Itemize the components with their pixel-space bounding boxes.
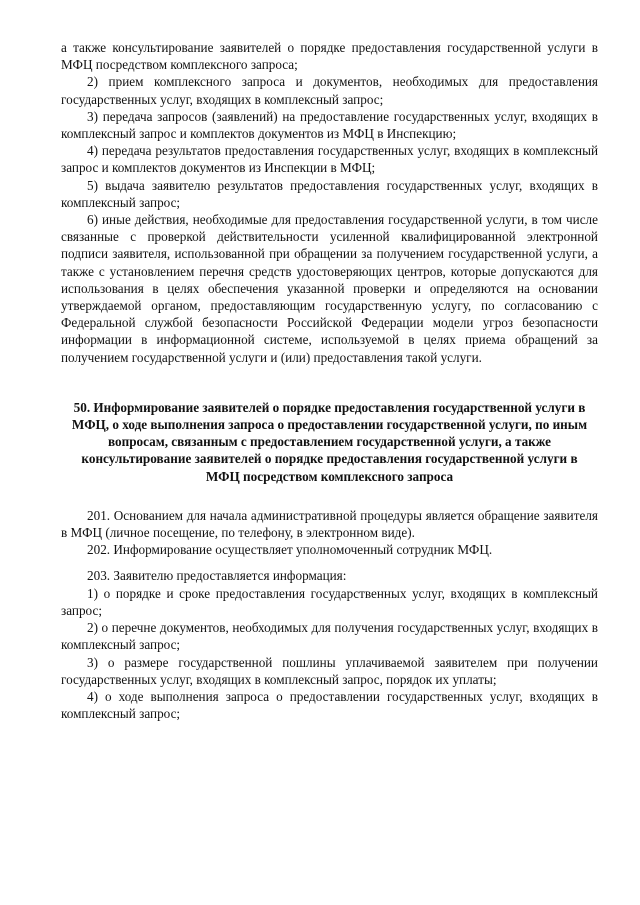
info-item-4: 4) о ходе выполнения запроса о предоставлении государственных услуг, входящих в комплексный запрос; [61, 688, 598, 722]
paragraph-item-2: 2) прием комплексного запроса и документов, необходимых для предоставления государственных услуг, входящих в комплексный запрос; [61, 74, 598, 107]
paragraph-continuation: а также консультирование заявителей о порядке предоставления государственной услуги в МФЦ посредством комплексного запроса; [61, 40, 598, 73]
info-paragraph-block [61, 567, 598, 722]
info-item-1: 1) о порядке и сроке предоставления государственных услуг, входящих в комплексный запрос; [61, 585, 598, 618]
paragraph-item-6: 6) иные действия, необходимые для предоставления государственной услуги, в том числе связанные с проверкой действительности усиленной квалифицированной электронной подписи заявителя, использованной при обращении за получением государственной услуги, а также с установлением перечня средств удостоверяющих центров, которые допускаются для использования в целях обеспечения указанной проверки и определяются на основании утверждаемой органом, предоставляющим государственную услугу, по согласованию с Федеральной службой безопасности Российской Федерации модели угроз безопасности информации в информационной системе, используемой в целях приема обращений за получением государственной услуги и (или) предоставления такой услуги. [61, 212, 598, 365]
paragraph-item-3: 3) передача запросов (заявлений) на предоставление государственных услуг, входящих в комплексный запрос и комплектов документов из МФЦ в Инспекцию; [61, 108, 598, 142]
paragraph-203: 203. Заявителю предоставляется информация: [87, 568, 347, 584]
paragraph-201: 201. Основанием для начала административной процедуры является обращение заявителя в МФЦ (личное посещение, по телефону, в электронном виде). [61, 507, 598, 541]
info-item-2: 2) о перечне документов, необходимых для получения государственных услуг, входящих в комплексный запрос; [61, 620, 598, 653]
info-item-3: 3) о размере государственной пошлины уплачиваемой заявителем при получении государственных услуг, входящих в комплексный запрос, порядок их уплаты; [61, 654, 598, 687]
section-paragraph-block [61, 507, 598, 559]
top-paragraph-block [61, 39, 598, 366]
section-heading: 50. Информирование заявителей о порядке предоставления государственной услуги в МФЦ, о ходе выполнения запроса о предоставлении государственной услуги, по иным вопросам, связанным с предоставлением государственной услуги, а также консультирование заявителей о порядке предоставления государственной услуги в МФЦ посредством комплексного запроса [71, 399, 588, 484]
paragraph-item-5: 5) выдача заявителю результатов предоставления государственных услуг, входящих в комплексный запрос; [61, 177, 598, 210]
paragraph-202: 202. Информирование осуществляет уполномоченный сотрудник МФЦ. [87, 542, 493, 558]
paragraph-item-4: 4) передача результатов предоставления государственных услуг, входящих в комплексный запрос и комплектов документов из Инспекции в МФЦ; [61, 143, 598, 176]
